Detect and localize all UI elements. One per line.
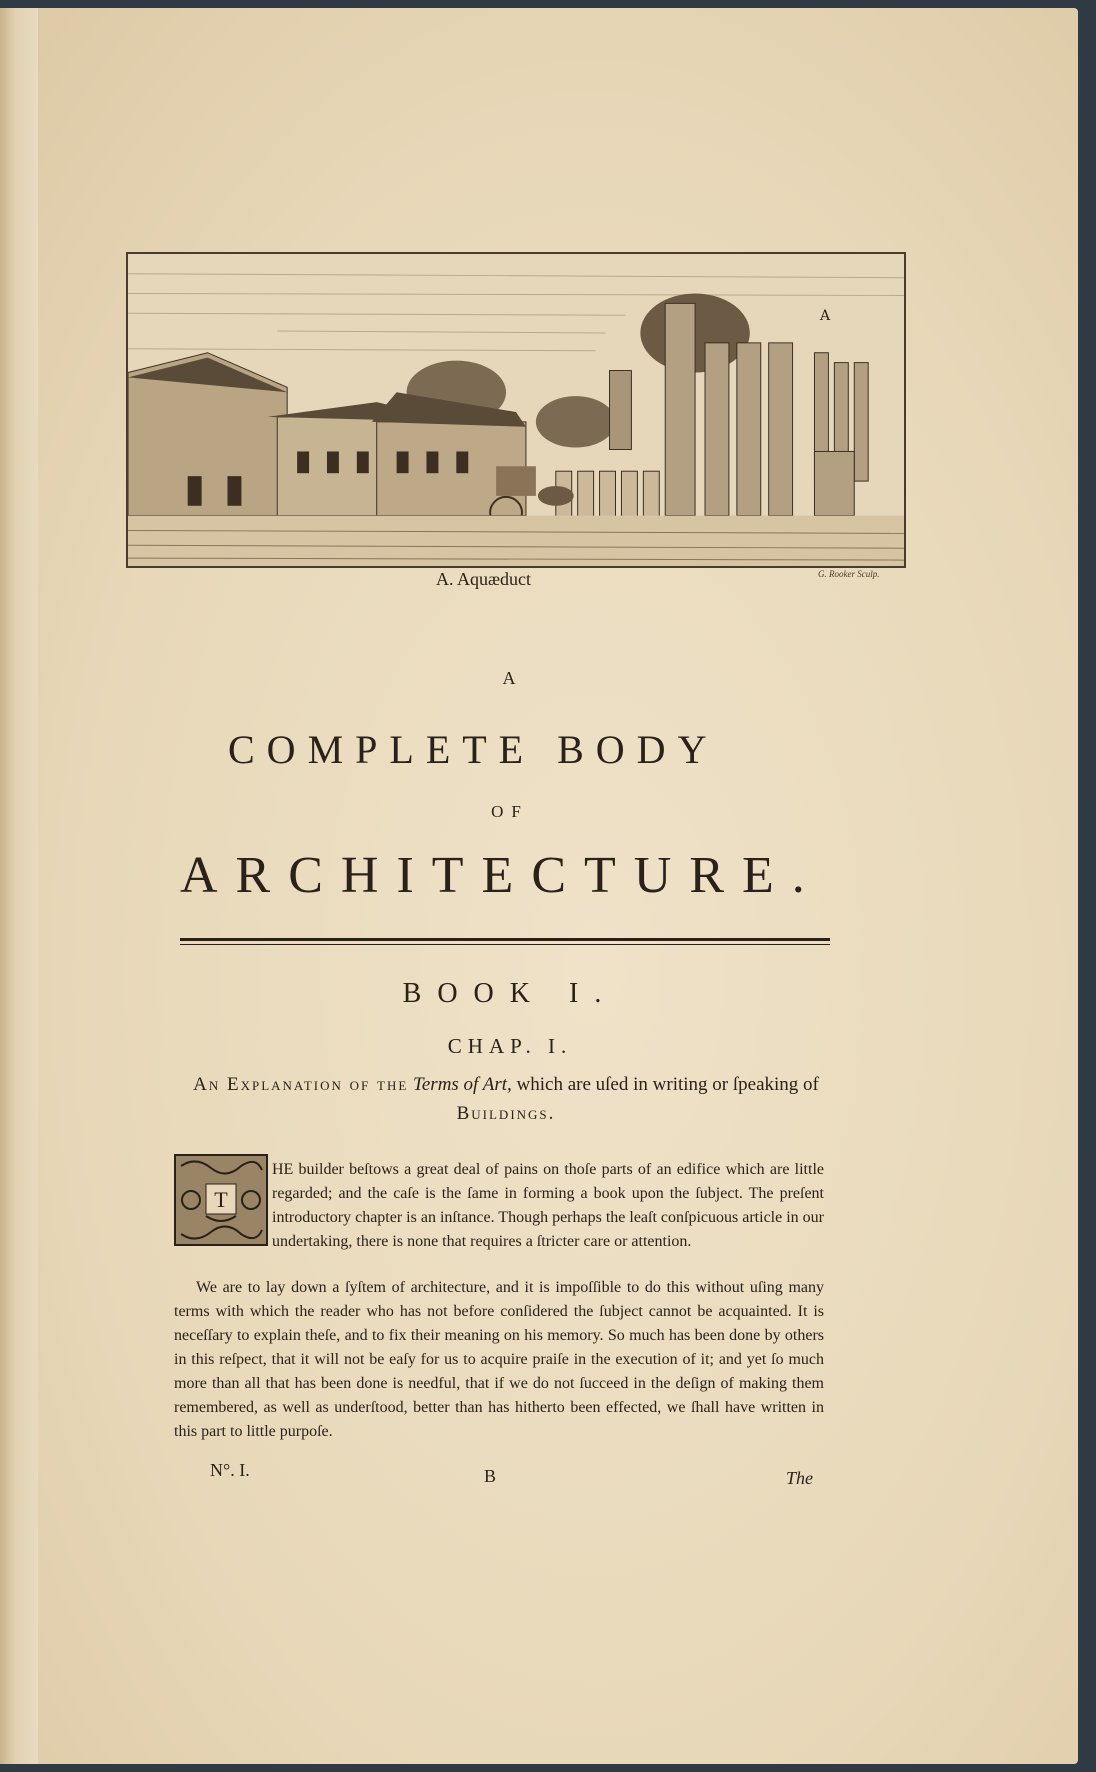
decorative-initial [174,1154,268,1246]
plate-marker-a: A [820,308,831,324]
engraving-image [128,254,904,566]
book-heading: BOOK I. [402,978,618,1009]
chapter-title [176,1070,836,1128]
aqueduct-engraving [126,252,906,568]
title-of: OF [491,802,529,821]
title-line-2: ARCHITECTURE. [180,847,823,904]
title-rule-thin [180,944,830,945]
issue-number: N°. I. [210,1460,250,1480]
body-paragraph: We are to lay down a ſyſtem of architecture, and it is impoſſible to do this without uſing many terms with which the reader who has not before conſidered the ſubject cannot be acquainted. It is neceſſary to explain theſe, and to fix their meaning on his memory. So much has been done by others in this reſpect, that it will not be eaſy for us to acquire praiſe in the execution of it; and yet ſo much more than all that has been done is needful, that if we do not ſucceed in the deſign of making them remembered, as well as underſtood, better than has hitherto been effected, we ſhall have written in this part to little purpoſe. [174,1279,824,1440]
heading-buildings: Buildings. [456,1103,556,1124]
chapter-heading: CHAP. I. [447,1034,573,1058]
lead-paragraph: HE builder beſtows a great deal of pains on thoſe parts of an edifice which are little regarded; and the caſe is the ſame in forming a book upon the ſubject. The preſent introductory chapter is an inſtance. Though perhaps the leaſt conſpicuous article in our undertaking, there is none that requires a ſtricter care or attention. [272,1161,824,1250]
title-article: A [502,668,518,688]
page-gutter [0,8,38,1764]
catchword: The [786,1468,813,1488]
initial-letter: T [214,1187,228,1212]
plate-caption: A. Aquæduct [436,569,532,589]
title-rule-thick [180,938,830,941]
engraver-credit: G. Rooker Sculp. [818,569,880,579]
heading-part-2: which are uſed in writing or ſpeaking of [516,1074,819,1095]
signature-mark: B [484,1466,497,1486]
heading-italic: Terms of Art, [413,1074,512,1095]
heading-part-1: An Explanation of the [193,1074,409,1095]
book-page [0,8,1078,1764]
title-line-1: COMPLETE BODY [228,727,719,772]
